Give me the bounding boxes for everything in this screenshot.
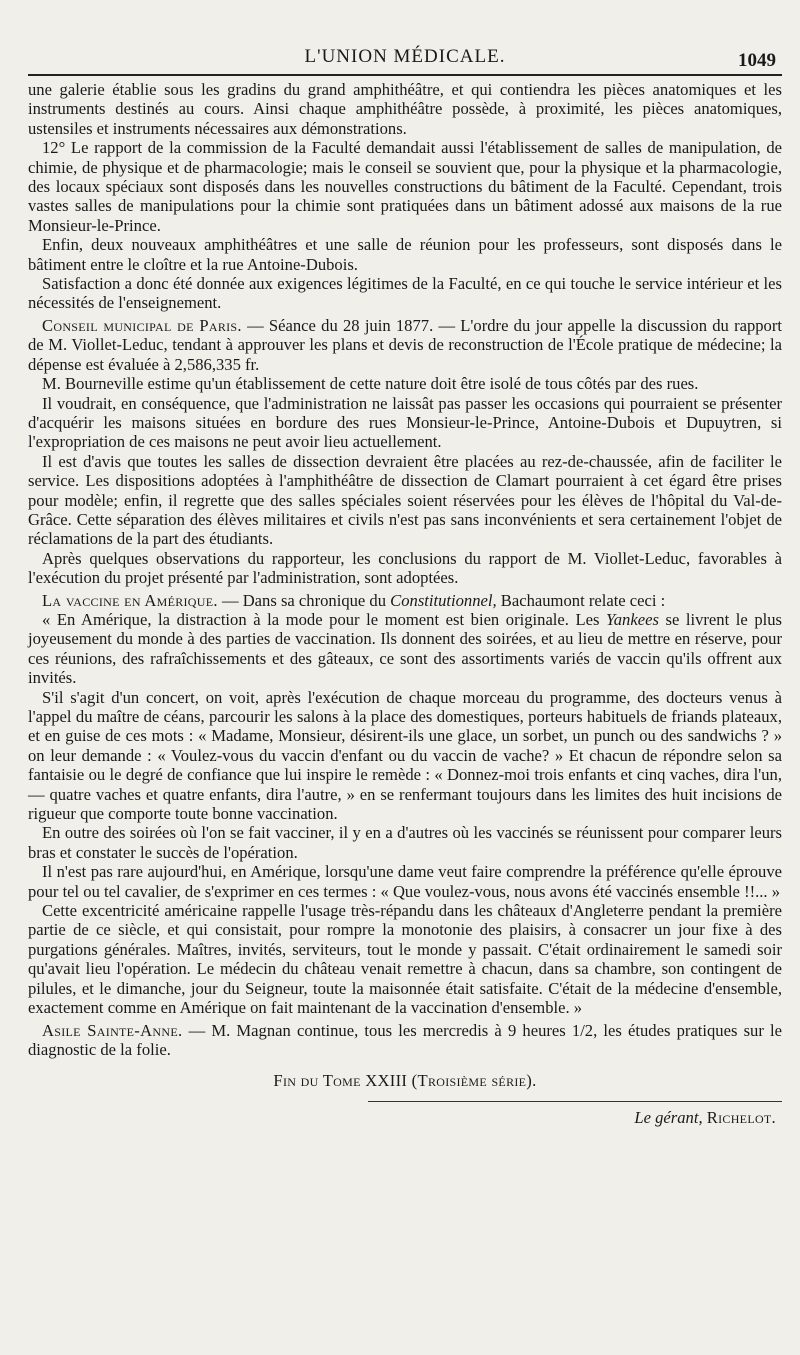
paragraph-dissection: Il est d'avis que toutes les salles de dissection devraient être placées au rez-de-chaussée, afin de faciliter le service. Les dispositions adoptées à l'amphithéâtre de dissection de Clamart pourraient à cet égard être prises pour modèle; enfin, il regrette que des salles spéciales soient réservées pour les élèves de l'hôpital du Val-de-Grâce. Cette séparation des élèves militaires et civils n'est pas sans inconvénients et sera certainement l'objet de réclamations de la part des étudiants. bbox=[28, 451, 782, 549]
paragraph-satisfaction: Satisfaction a donc été donnée aux exigences légitimes de la Faculté, en ce qui touche le service intérieur et les nécessités de l'enseignement. bbox=[28, 274, 782, 313]
vaccine-intro-after: Bachaumont relate ceci : bbox=[496, 590, 666, 610]
amerique-after: se livrent le plus joyeusement du monde à des parties de vaccination. Ils donnent des soirées, et au lieu de mettre en réserve, pour ces réunions, des rafraîchissements et des gâteaux, ce sont des assortiments variés de vaccin qu'ils offrent aux invités. bbox=[28, 609, 782, 688]
signature-row bbox=[368, 1101, 782, 1132]
section-vaccine bbox=[28, 591, 782, 610]
end-of-volume-note: Fin du Tome XXIII (Troisième série). bbox=[273, 1071, 537, 1091]
section-heading-conseil: Conseil municipal de Paris. bbox=[42, 315, 242, 335]
article-body bbox=[28, 80, 782, 1059]
conseil-intro-text: — Séance du 28 juin 1877. — L'ordre du jour appelle la discussion du rapport de M. Viollet-Leduc, tendant à approuver les plans et devis de reconstruction de l'École pratique de médecine; la dépense est évaluée à 2,586,335 fr. bbox=[28, 315, 782, 374]
vaccine-intro-newspaper: Constitutionnel, bbox=[390, 590, 497, 610]
asile-text: — M. Magnan continue, tous les mercredis à 9 heures 1/2, les études pratiques sur le diagnostic de la folie. bbox=[28, 1020, 782, 1059]
page-header bbox=[28, 40, 782, 76]
paragraph-item-12: 12° Le rapport de la commission de la Faculté demandait aussi l'établissement de salles de manipulation, de chimie, de physique et de pharmacologie; mais le conseil se souvient que, pour la physique et la pharmacologie, des locaux spéciaux sont disposés dans les nouvelles constructions du bâtiment de la Faculté. Cependant, trois vastes salles de manipulations pour la chimie sont pratiquées dans un bâtiment adossé aux maisons de la rue Monsieur-le-Prince. bbox=[28, 138, 782, 235]
paragraph-preference: Il n'est pas rare aujourd'hui, en Amérique, lorsqu'une dame veut faire comprendre la préférence qu'elle éprouve pour tel ou tel cavalier, de s'exprimer en ces termes : « Que voulez-vous, nous avons été vaccinés ensemble !!... » bbox=[28, 862, 782, 901]
paragraph-en-amerique bbox=[28, 610, 782, 688]
section-conseil-municipal bbox=[28, 316, 782, 374]
paragraph-angleterre: Cette excentricité américaine rappelle l'usage très-répandu dans les châteaux d'Angleterre pendant la première partie de ce siècle, et qui consistait, pour rompre la monotonie des plaisirs, à consacrer un jour fixe à des purgations générales. Maîtres, invités, serviteurs, tout le monde y passait. C'était ordinairement le samedi soir qu'avait lieu l'opération. Le médecin du château venait remettre à chacun, dans sa chambre, son contingent de pilules, et le dimanche, jour du Seigneur, toute la maisonnée était satisfaite. C'était de la médecine d'ensemble, exactement comme en Amérique on fait maintenant de la vaccination d'ensemble. » bbox=[28, 901, 782, 1018]
amerique-yankees: Yankees bbox=[606, 609, 659, 629]
section-asile bbox=[28, 1021, 782, 1060]
paragraph-amphitheatres: Enfin, deux nouveaux amphithéâtres et une salle de réunion pour les professeurs, sont disposés dans le bâtiment entre le cloître et la rue Antoine-Dubois. bbox=[28, 235, 782, 274]
paragraph-bourneville: M. Bourneville estime qu'un établissement de cette nature doit être isolé de tous côtés par des rues. bbox=[42, 374, 699, 394]
amerique-before: « En Amérique, la distraction à la mode pour le moment est bien originale. Les bbox=[42, 609, 607, 629]
paragraph-soirees: En outre des soirées où l'on se fait vacciner, il y en a d'autres où les vaccinés se réunissent pour comparer leurs bras et constater le succès de l'opération. bbox=[28, 823, 782, 862]
signature-name: Richelot. bbox=[706, 1108, 776, 1128]
paragraph-concert: S'il s'agit d'un concert, on voit, après l'exécution de chaque morceau du programme, des docteurs venus à l'appel du maître de céans, parcourir les salons à la place des domestiques, porteurs habituels de friands plateaux, et en guise de ces mots : « Madame, Monsieur, désirent-ils une glace, un sorbet, un punch ou des sandwichs ? » on leur demande : « Voulez-vous du vaccin d'enfant ou du vaccin de vache? » Et chacun de répondre selon sa fantaisie ou le degré de confiance que lui inspire le remède : « Donnez-moi trois enfants et cinq vaches, dira l'un, — quatre vaches et quatre enfants, dira l'autre, » en se renfermant toujours dans les limites des huit incisions de rigueur que comporte toute bonne vaccination. bbox=[28, 687, 782, 824]
paragraph-administration: Il voudrait, en conséquence, que l'administration ne laissât pas passer les occasions qui pourraient se présenter d'acquérir les maisons situées en bordure des rues Monsieur-le-Prince, Antoine-Dubois et Dupuytren, si l'expropriation de ces maisons ne peut avoir lieu actuellement. bbox=[28, 393, 782, 452]
signature-role: Le gérant, bbox=[634, 1108, 703, 1128]
paragraph-conclusions: Après quelques observations du rapporteur, les conclusions du rapport de M. Viollet-Leduc, favorables à l'exécution du projet présenté par l'administration, sont adoptées. bbox=[28, 548, 782, 588]
running-title: L'UNION MÉDICALE. bbox=[304, 46, 506, 67]
vaccine-intro-before: — Dans sa chronique du bbox=[217, 590, 391, 610]
signature bbox=[634, 1108, 776, 1128]
section-heading-vaccine: La vaccine en Amérique. bbox=[42, 590, 218, 610]
paragraph-continuation: une galerie établie sous les gradins du grand amphithéâtre, et qui contiendra les pièces anatomiques et les instruments destinés au cours. Ainsi chaque amphithéâtre possède, à proximité, les pièces anatomiques, ustensiles et instruments nécessaires aux démonstrations. bbox=[28, 80, 782, 138]
page-number: 1049 bbox=[738, 50, 776, 71]
section-heading-asile: Asile Sainte-Anne. bbox=[42, 1020, 183, 1040]
